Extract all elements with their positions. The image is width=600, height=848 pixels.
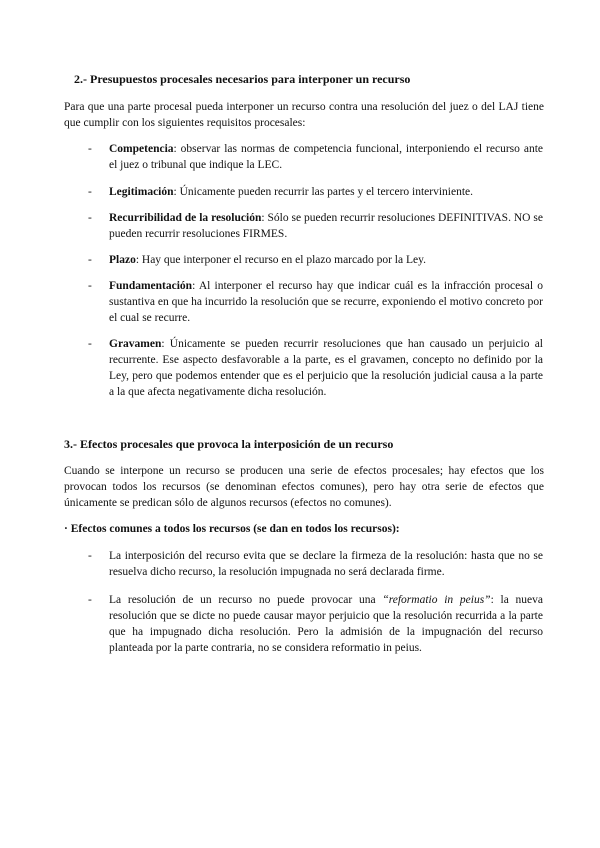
item-text: : Al interponer el recurso hay que indicar cuál es la infracción procesal o sustantiva en que ha incurrido la resolución que se recurre, exponiendo el motivo concreto por el cual se recurre.	[109, 280, 543, 324]
section-2-heading: 2.- Presupuestos procesales necesarios para interponer un recurso	[74, 72, 411, 86]
item-text-after: : la nueva resolución que se dicte no puede causar mayor perjuicio que la resolución recurrida a la parte que ha impugnado dicha resolución. Pero la admisión de la impugnación del recurso planteada por la parte contraria, no se considera reformatio in peius.	[109, 594, 544, 654]
list-item	[88, 278, 543, 326]
item-text: : Únicamente se pueden recurrir resoluciones que han causado un perjuicio al recurrente. Ese aspecto desfavorable a la parte, es el gravamen, concepto no definido por la Ley, pero que podemos entender que es el perjuicio que la resolución judicial causa a la parte a la que afecta negativamente dicha resolución.	[109, 338, 543, 398]
item-text: : Únicamente pueden recurrir las partes y el tercero interviniente.	[173, 186, 474, 198]
item-text: : observar las normas de competencia funcional, interponiendo el recurso ante el juez o tribunal que indique la LEC.	[109, 143, 543, 171]
section-3-heading: 3.- Efectos procesales que provoca la interposición de un recurso	[64, 437, 394, 451]
common-effects-list	[88, 548, 543, 656]
item-term: Recurribilidad de la resolución	[109, 212, 262, 224]
section-2-intro: Para que una parte procesal pueda interponer un recurso contra una resolución del juez o del LAJ tiene que cumplir con los siguientes requisitos procesales:	[64, 101, 544, 129]
list-item	[88, 252, 543, 268]
section-3-intro: Cuando se interpone un recurso se producen una serie de efectos procesales; hay efectos que los provocan todos los recursos (se denominan efectos comunes), pero hay otra serie de efectos que únicamente se predican sólo de algunos recursos (efectos no comunes).	[64, 465, 544, 509]
item-term: Fundamentación	[109, 280, 193, 292]
list-item	[88, 592, 543, 656]
list-item	[88, 336, 543, 400]
item-term: Competencia	[109, 143, 174, 155]
common-effects-subheading: · Efectos comunes a todos los recursos (se dan en todos los recursos):	[64, 523, 400, 535]
item-term: Legitimación	[109, 186, 174, 198]
item-text: : Hay que interponer el recurso en el plazo marcado por la Ley.	[135, 254, 426, 266]
list-item	[88, 141, 543, 173]
item-term: Gravamen	[109, 338, 162, 350]
list-item	[88, 548, 543, 580]
item-text: La interposición del recurso evita que se declare la firmeza de la resolución: hasta que no se resuelva dicho recurso, la resolución impugnada no será declarada firme.	[109, 550, 543, 578]
requirements-list	[88, 141, 543, 400]
item-text-italic: “reformatio in peius”	[382, 594, 491, 606]
item-term: Plazo	[109, 254, 136, 266]
list-item	[88, 210, 543, 242]
list-item	[88, 184, 543, 200]
item-text: : Sólo se pueden recurrir resoluciones DEFINITIVAS. NO se pueden recurrir resoluciones FIRMES.	[109, 212, 543, 240]
item-text-before: La resolución de un recurso no puede provocar una	[109, 594, 383, 606]
